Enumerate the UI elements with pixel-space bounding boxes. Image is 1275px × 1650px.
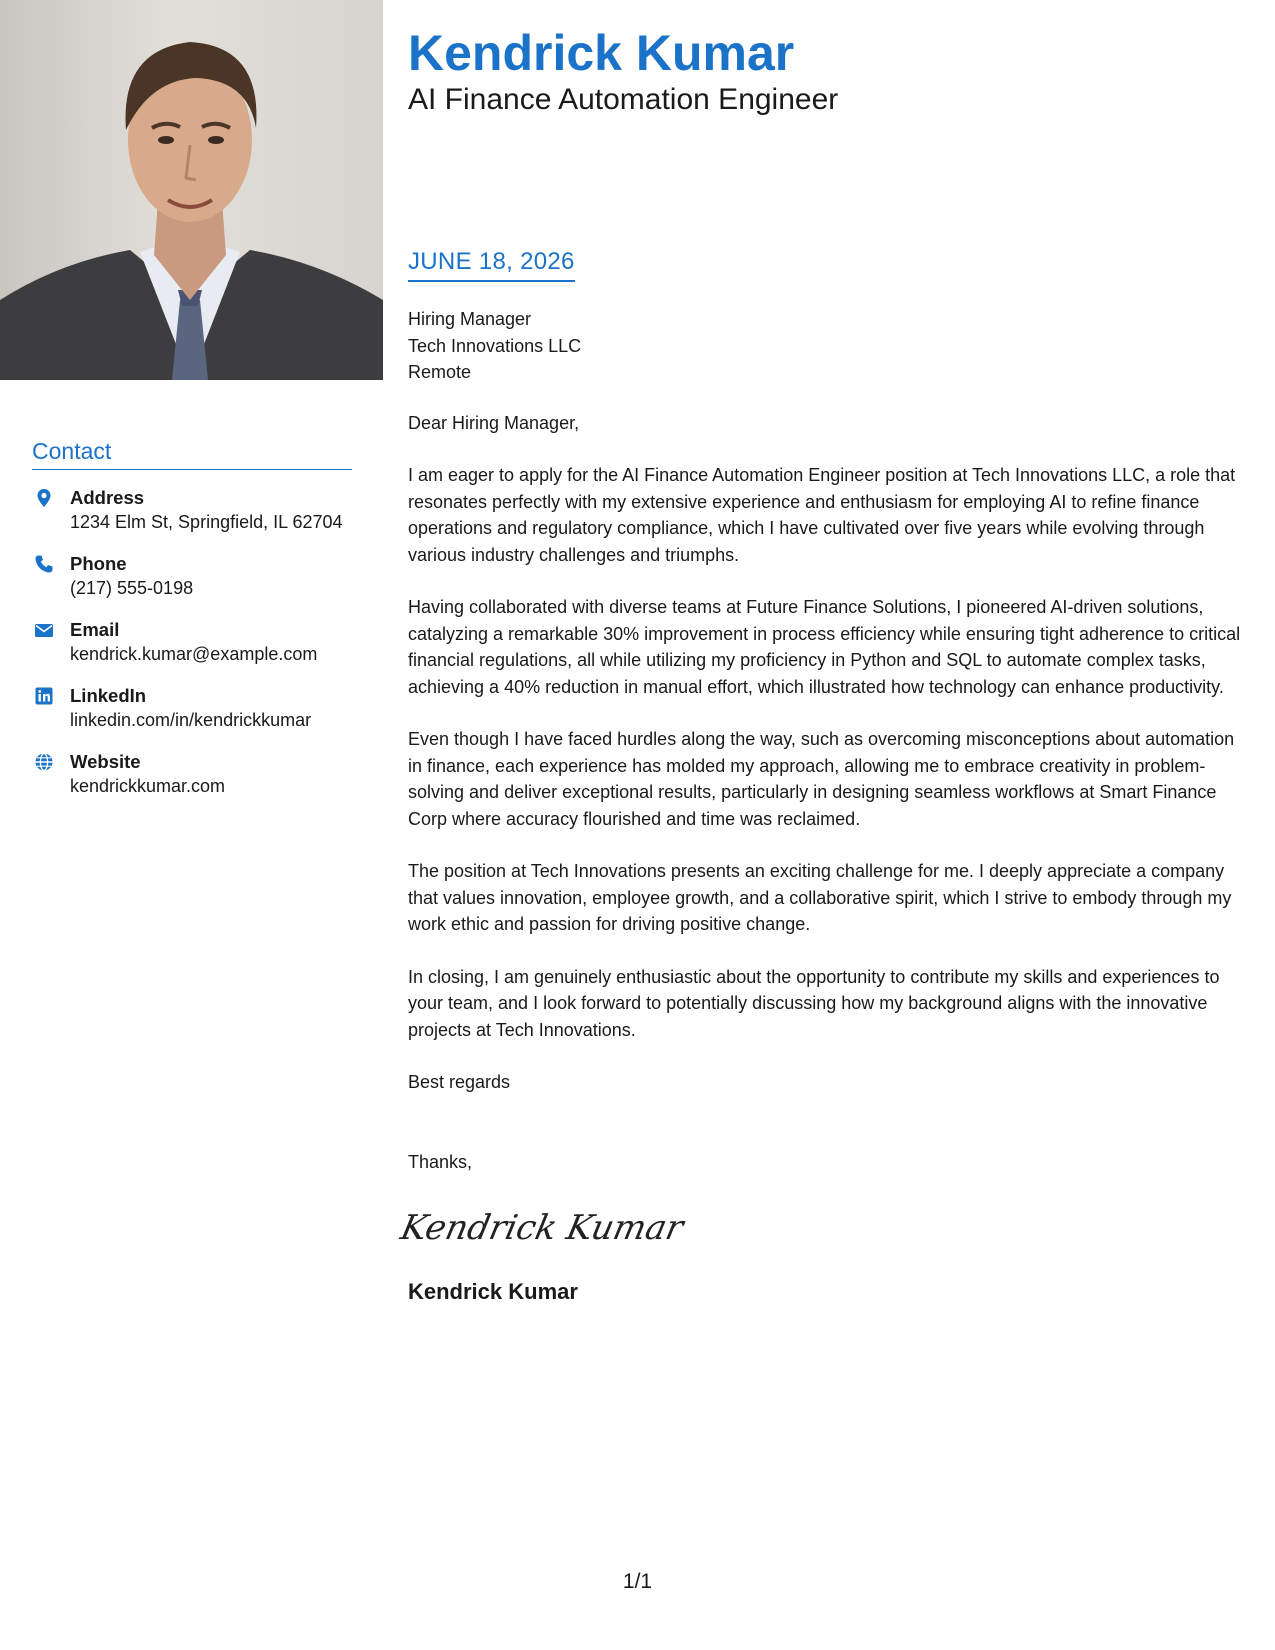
contact-label: LinkedIn	[70, 685, 147, 706]
contact-item-email	[32, 618, 352, 667]
body-paragraph: Having collaborated with diverse teams at Future Finance Solutions, I pioneered AI-driven solutions, catalyzing a remarkable 30% improvement in process efficiency while ensuring tight adherence to critical financial regulations, all while utilizing my proficiency in Python and SQL to automate complex tasks, achieving a 40% reduction in manual effort, which illustrated how technology can enhance productivity.	[408, 597, 1241, 697]
contact-heading: Contact	[32, 438, 352, 470]
contact-label: Email	[70, 619, 120, 640]
contact-item-address	[32, 486, 352, 535]
date-block	[408, 248, 575, 282]
contact-value: kendrick.kumar@example.com	[70, 644, 318, 664]
contact-label: Website	[70, 751, 141, 772]
body-paragraph: The position at Tech Innovations presents an exciting challenge for me. I deeply appreciate a company that values innovation, employee growth, and a collaborative spirit, which I strive to embody through my work ethic and passion for driving positive change.	[408, 861, 1232, 934]
letter-body	[397, 306, 1244, 1306]
letter-date: JUNE 18, 2026	[408, 248, 575, 282]
contact-value: 1234 Elm St, Springfield, IL 62704	[70, 512, 343, 532]
body-paragraph: I am eager to apply for the AI Finance Automation Engineer position at Tech Innovations LLC, a role that resonates perfectly with my extensive experience and enthusiasm for employing AI to refine finance operations and regulatory compliance, which I have cultivated over five years while evolving through various industry challenges and triumphs.	[408, 465, 1236, 565]
contact-value: (217) 555-0198	[70, 578, 194, 598]
signature-text: Kendrick Kumar	[397, 1208, 687, 1248]
body-paragraph: Even though I have faced hurdles along the way, such as overcoming misconceptions about automation in finance, each experience has molded my approach, allowing me to embrace creativity in problem-solving and deliver exceptional results, particularly in designing seamless workflows at Smart Finance Corp where accuracy flourished and time was reclaimed.	[408, 729, 1235, 829]
phone-icon	[34, 554, 54, 574]
letter-header	[408, 24, 1248, 118]
linkedin-icon	[34, 686, 54, 706]
envelope-icon	[34, 620, 54, 640]
signer-name: Kendrick Kumar	[408, 1279, 578, 1304]
contact-value: kendrickkumar.com	[70, 776, 226, 796]
contact-label: Phone	[70, 553, 127, 574]
applicant-name: Kendrick Kumar	[408, 25, 795, 81]
applicant-title: AI Finance Automation Engineer	[408, 83, 839, 116]
globe-icon	[34, 752, 54, 772]
body-paragraph: In closing, I am genuinely enthusiastic about the opportunity to contribute my skills and experiences to your team, and I look forward to potentially discussing how my background aligns with the innovative projects at Tech Innovations.	[408, 966, 1220, 1040]
contact-section	[32, 438, 352, 816]
sign-off: Best regards	[408, 1072, 511, 1092]
contact-item-website	[32, 750, 352, 799]
recipient-block	[408, 306, 1244, 386]
contact-label: Address	[70, 487, 145, 508]
recipient-line: Remote	[408, 362, 472, 382]
thanks-line: Thanks,	[408, 1151, 473, 1172]
greeting: Dear Hiring Manager,	[408, 412, 580, 433]
contact-value: linkedin.com/in/kendrickkumar	[70, 710, 312, 730]
page-number: 1/1	[622, 1570, 653, 1593]
recipient-line: Hiring Manager	[408, 309, 532, 329]
handwritten-signature	[397, 1197, 1244, 1257]
contact-item-linkedin	[32, 684, 352, 733]
location-pin-icon	[34, 488, 54, 508]
recipient-line: Tech Innovations LLC	[408, 335, 582, 356]
contact-item-phone	[32, 552, 352, 601]
profile-photo	[0, 0, 383, 380]
